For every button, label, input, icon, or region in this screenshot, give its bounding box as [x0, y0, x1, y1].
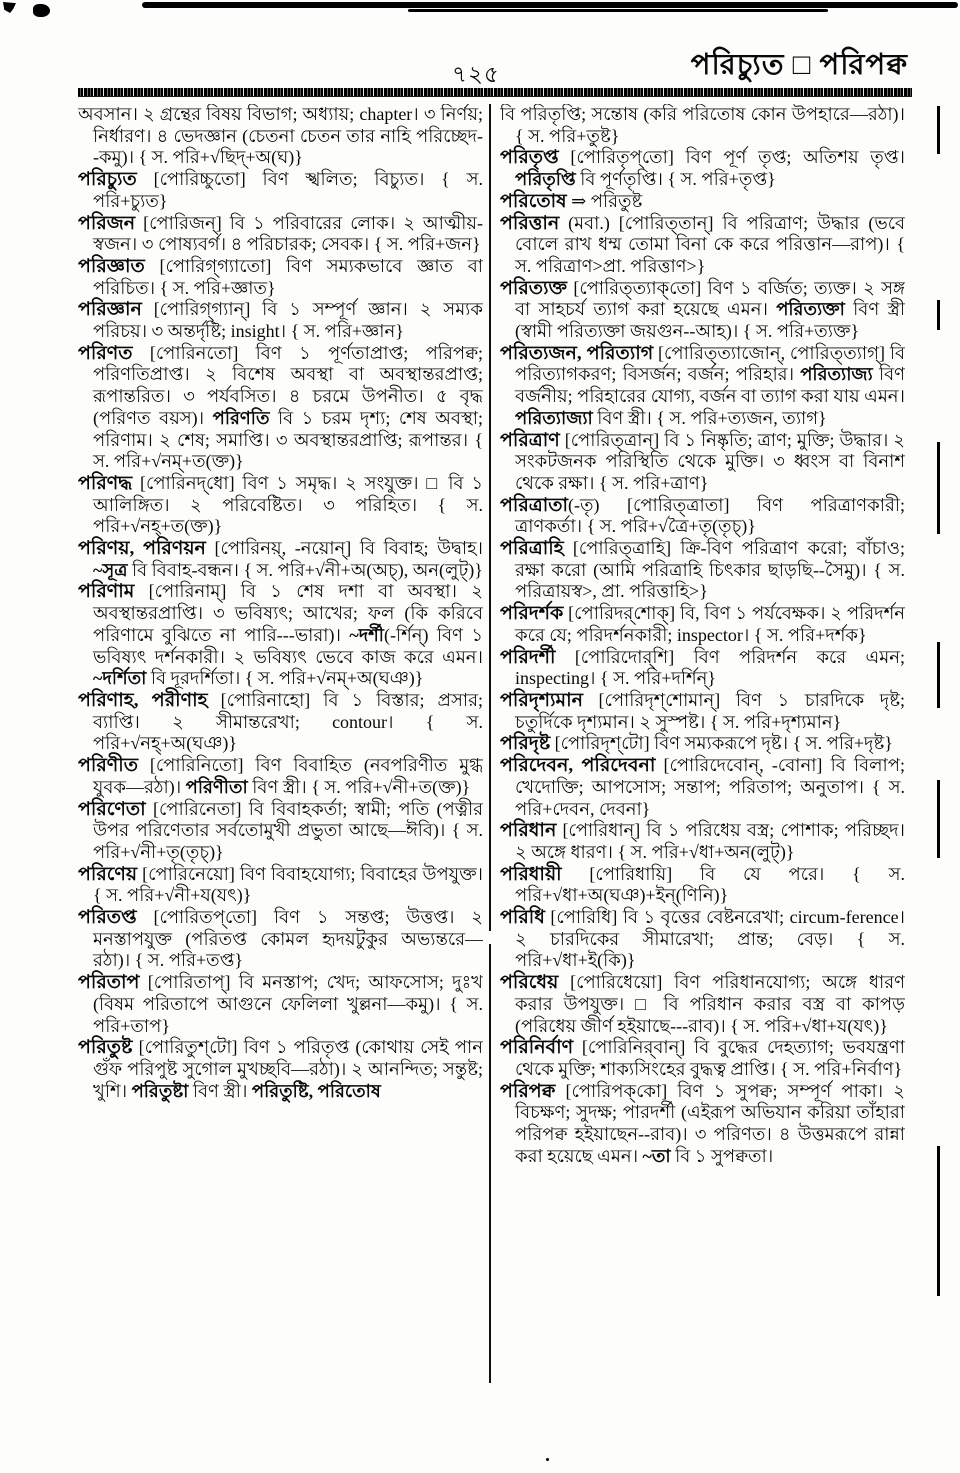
dictionary-entry	[78, 972, 483, 1037]
entry-text: [পোরিনতো] বিণ ১ পূর্ণতাপ্রাপ্ত; পরিপক্ব; পরিণতিপ্রাপ্ত। ২ বিশেষ অবস্থা বা অবস্থান্তরপ্রাপ্ত; রূপান্তরিত। ৩ পর্যবসিত। ৪ চরমে উপনীত। ৫ বৃদ্ধ (পরিণত বয়স)।	[93, 342, 483, 428]
headword: পরিতুষ্ট	[78, 1037, 133, 1059]
entry-text: [পোরিনিতো] বিণ বিবাহিত (নবপরিণীত মুগ্ধ যুবক—রঠা)।	[93, 755, 483, 797]
entry-subheadword: ~দর্শী	[349, 624, 384, 645]
dictionary-entry	[500, 538, 905, 603]
scan-ink-blob	[33, 4, 50, 17]
entry-text: [পোরিনয়্, -নয়োন্] বি বিবাহ; উদ্বাহ।	[205, 538, 483, 559]
dictionary-entry	[78, 1037, 483, 1102]
dictionary-entry	[78, 581, 483, 690]
dictionary-entry	[78, 213, 483, 256]
entry-text: বিণ স্ত্রী (স্বামী পরিত্যক্তা জয়গুন--আহ)। { স. পরি+ত্যক্ত}	[515, 299, 905, 342]
scan-edge-dash	[937, 1146, 940, 1296]
entry-text: [পোরিদেবোন্, -বোনা] বি বিলাপ; খেদোক্তি; আপসোস; সন্তাপ; পরিতাপ; অনুতাপ। { স. পরি+দেবন, দেবনা}	[515, 755, 905, 819]
dictionary-entry	[500, 733, 905, 755]
entry-text: বিণ স্ত্রী। { স. পরি+ত্যজন, ত্যাগ}	[592, 407, 827, 428]
headword: পরিণত	[78, 342, 133, 364]
dictionary-entry	[78, 538, 483, 581]
headword: পরিধায়ী	[500, 863, 562, 885]
dictionary-entry	[500, 147, 905, 190]
entry-subheadword: পরিণতি	[212, 407, 270, 428]
entry-text: [পোরিতপ্‌তো] বিণ ১ সন্তপ্ত; উত্তপ্ত। ২ মনস্তাপযুক্ত (পরিতপ্ত কোমল হৃদয়টুকুর অভ্যন্তরে—রঠা)। { স. পরি+তপ্ত}	[93, 907, 483, 971]
dictionary-entry	[500, 278, 905, 343]
dictionary-entry	[500, 430, 905, 495]
guide-words: পরিচ্যুত □ পরিপক্ব	[690, 49, 908, 81]
entry-subheadword: পরিত্যক্তা	[776, 299, 845, 320]
headword: পরিত্রাণ	[500, 429, 560, 451]
dictionary-entry	[500, 343, 905, 430]
headword: পরিণাম	[78, 581, 135, 603]
entry-text: [পোরিপক্‌কো] বিণ ১ সুপক্ব; সম্পূর্ণ পাকা। ২ বিচক্ষণ; সুদক্ষ; পারদর্শী (এইরূপ অভিযান করিয়া তাঁহারা পরিপক্ব হইয়াছেন--রাব)। ৩ পরিণত। ৪ উত্তমরূপে রান্না করা হয়েছে এমন।	[515, 1080, 905, 1166]
headword: পরিজ্ঞাত	[78, 255, 145, 277]
entry-text: [পোরিদৃশ্‌শোমান্] বিণ ১ চারদিকে দৃষ্ট; চতুর্দিকে দৃশ্যমান। ২ সুস্পষ্ট। { স. পরি+দৃশ্যমান}	[515, 689, 905, 732]
dictionary-entry	[500, 647, 905, 690]
headword: পরিণাহ, পরীণাহ	[78, 689, 208, 711]
entry-text: বি পরিতৃপ্তি; সন্তোষ (করি পরিতোষ কোন উপহারে—রঠা)। { স. পরি+তুষ্ট}	[500, 104, 905, 146]
entry-text: বিণ বর্জনীয়; পরিহারের যোগ্য, বর্জন বা ত্যাগ করা যায় এমন।	[515, 364, 905, 407]
entry-subheadword: ~দর্শিতা	[93, 668, 147, 689]
headword: পরিদৃষ্ট	[500, 733, 551, 755]
entry-text: বি পূর্ণতৃপ্তি। { স. পরি+তৃপ্ত}	[575, 169, 776, 190]
headword: পরিত্রাতা	[500, 494, 569, 516]
dictionary-entry	[78, 755, 483, 798]
entry-text: [পোরিনাম্] বি ১ শেষ দশা বা অবস্থা। ২ অবস্থান্তরপ্রাপ্তি। ৩ ভবিষ্যৎ; আখের; ফল (কি করিবে পরিণামে বুঝিতে না পারি---ভারা)।	[93, 581, 483, 645]
entry-text: [পোরিনেতা] বি বিবাহকর্তা; স্বামী; পতি (পত্নীর উপর পরিণেতার সর্বতোমুখী প্রভুতা আছে—ঈবি)। { স. পরি+√নী+তৃ(তৃচ্)}	[93, 798, 483, 862]
column-divider-rule	[489, 104, 491, 1396]
headword: পরিত্রাহি	[500, 538, 564, 560]
entry-text: বি ১ চরম দৃশ্য; শেষ অবস্থা; পরিণাম। ২ শেষ; সমাপ্তি। ৩ অবস্থান্তরপ্রাপ্তি; রূপান্তর। { স. পরি+√নম্+ত(ক্ত)}	[93, 407, 483, 472]
entry-text: [পোরিনাহো] বি ১ বিস্তার; প্রসার; ব্যাপ্তি। ২ সীমান্তরেখা; contour। { স. পরি+√নহ্+অ(ঘঞ)}	[93, 689, 483, 754]
headword: পরিনির্বাণ	[500, 1037, 574, 1059]
entry-subheadword: পরিতুষ্টা	[131, 1080, 189, 1101]
entry-text: [পোরিজন্] বি ১ পরিবারের লোক। ২ আত্মীয়-স্বজন। ৩ পোষ্যবর্গ। ৪ পরিচারক; সেবক। { স. পরি+জন}	[93, 212, 483, 255]
entry-text: (-তৃ) [পোরিত্‌ত্রাতা] বিণ পরিত্রাণকারী; ত্রাণকর্তা। { স. পরি+√ত্রৈ+তৃ(তৃচ্)}	[515, 494, 905, 537]
dictionary-entry	[78, 907, 483, 972]
scan-top-edge-streak	[408, 9, 828, 12]
entry-text: [পোরিতুশ্‌টো] বিণ ১ পরিতৃপ্ত (কোথায় সেই পান গুঁফ পরিপুষ্ট সুগোল মুখচ্ছবি—রঠা)। ২ আনন্দিত; সন্তুষ্ট; খুশি।	[93, 1037, 483, 1101]
entry-text: [পোরিনেয়ো] বিণ বিবাহযোগ্য; বিবাহের উপযুক্ত। { স. পরি+√নী+য(যৎ)}	[93, 863, 483, 906]
entry-text: বি ১ সুপক্বতা।	[670, 1145, 774, 1166]
headword: পরিদেবন, পরিদেবনা	[500, 755, 656, 777]
entry-text: [পোরিনদ্‌ধো] বিণ ১ সমৃদ্ধ। ২ সংযুক্ত। □ বি ১ আলিঙ্গিত। ২ পরিবেষ্টিত। ৩ পরিহিত। { স. পরি+√নহ্+ত(ক্ত)}	[93, 472, 483, 537]
scan-ink-blob	[3, 2, 16, 13]
dictionary-entry	[500, 191, 905, 213]
entry-text: বিণ স্ত্রী।	[188, 1080, 252, 1101]
dictionary-entry	[500, 690, 905, 733]
scan-edge-dash	[937, 300, 940, 330]
dictionary-entry	[78, 473, 483, 538]
dictionary-entry	[500, 972, 905, 1037]
headword: পরিণয়, পরিণয়ন	[78, 538, 206, 560]
entry-text: [পোরিধেয়ো] বিণ পরিধানযোগ্য; অঙ্গে ধারণ করার উপযুক্ত। □ বি পরিধান করার বস্ত্র বা কাপড় (পরিধেয় জীর্ণ হইয়াছে---রাব)। { স. পরি+√ধা+য(যৎ)}	[515, 972, 905, 1036]
dictionary-entry	[78, 343, 483, 473]
entry-subheadword: পরিতৃপ্তি	[515, 169, 576, 190]
entry-text: [পোরিধি] বি ১ বৃত্তের বেষ্টনরেখা; circum-ference। ২ চারদিকের সীমারেখা; প্রান্ত; বেড়। { স. পরি+√ধা+ই(কি)}	[515, 907, 905, 971]
headword: পরিপক্ব	[500, 1080, 556, 1102]
entry-text: [পোরিত্‌ত্যাজোন্, পোরিত্‌ত্যাগ্] বি পরিত্যাগকরণ; বিসর্জন; বর্জন; পরিহার।	[515, 342, 905, 385]
dictionary-entry	[78, 864, 483, 907]
entry-text: [পোরিত্‌ত্যাক্‌তো] বিণ ১ বর্জিত; ত্যক্ত। ২ সঙ্গ বা সাহচর্য ত্যাগ করা হয়েছে এমন।	[515, 277, 905, 320]
entry-text: অবসান। ২ গ্রন্থের বিষয় বিভাগ; অধ্যায়; chapter। ৩ নির্ণয়; নির্ধারণ। ৪ ভেদজ্ঞান (চেতনা চেতন তার নাহি পরিচ্ছেদ--কমু)। { স. পরি+√ছিদ্+অ(ঘ)}	[78, 104, 483, 168]
dictionary-entry	[78, 104, 483, 169]
entry-text: [পোরিতাপ্] বি মনস্তাপ; খেদ; আফসোস; দুঃখ (বিষম পরিতাপে আগুনে ফেলিলা খুল্লনা—কমু)। { স. পরি+তাপ}	[93, 972, 483, 1036]
dictionary-entry	[500, 495, 905, 538]
headword: পরিধেয়	[500, 972, 559, 994]
dictionary-entry	[78, 256, 483, 299]
headword: পরিণেতা	[78, 798, 146, 820]
headword: পরিণদ্ধ	[78, 472, 133, 494]
scan-edge-dash	[937, 780, 940, 858]
entry-text: [পোরিগ্‌গ্যাতো] বিণ সম্যকভাবে জ্ঞাত বা পরিচিত। { স. পরি+জ্ঞাত}	[93, 255, 483, 298]
entry-text: [পোরিদোর্‌শি] বিণ পরিদর্শন করে এমন; inspecting। { স. পরি+দর্শিন্}	[515, 646, 905, 689]
headword: পরিধান	[500, 820, 557, 842]
headword: পরিজ্ঞান	[78, 299, 142, 321]
header-rule	[78, 88, 912, 97]
entry-text: [পোরিধায়ি] বি যে পরে। { স. পরি+√ধা+অ(ঘঞ)+ইন্(ণিনি)}	[515, 863, 905, 906]
headword: পরিত্যজন, পরিত্যাগ	[500, 342, 654, 364]
dictionary-entry	[500, 864, 905, 907]
entry-subheadword: পরিত্যাজ্য	[800, 364, 873, 385]
entry-text: [পোরিধান্] বি ১ পরিধেয় বস্ত্র; পোশাক; পরিচ্ছদ। ২ অঙ্গে ধারণ। { স. পরি+√ধা+অন(লুট্)}	[515, 820, 905, 862]
right-column	[500, 104, 905, 1406]
headword: পরিতোষ	[500, 190, 567, 212]
dictionary-entry	[78, 799, 483, 864]
scan-edge-dash	[937, 106, 940, 154]
headword: পরিণেয়	[78, 863, 138, 885]
entry-text: [পোরিগ্‌গ্যান্] বি ১ সম্পূর্ণ জ্ঞান। ২ সম্যক পরিচয়। ৩ অন্তর্দৃষ্টি; insight। { স. পরি+জ্ঞান}	[93, 299, 483, 342]
headword: পরিজন	[78, 212, 136, 234]
entry-subheadword: পরিণীতা	[185, 776, 248, 797]
dictionary-entry	[78, 169, 483, 212]
entry-subheadword: ~তা	[642, 1145, 671, 1166]
scan-edge-dash	[937, 442, 940, 534]
entry-text: বি দূরদর্শিতা। { স. পরি+√নম্+অ(ঘঞ)}	[146, 668, 424, 689]
entry-text: [পোরিদর্‌শোক্] বি, বিণ ১ পর্যবেক্ষক। ২ পরিদর্শন করে যে; পরিদর্শনকারী; inspector। { স. পরি+দর্শক}	[515, 603, 905, 645]
dictionary-entry	[500, 1037, 905, 1080]
headword: পরিতাপ	[78, 972, 140, 994]
entry-text: বিণ স্ত্রী। { স. পরি+√নী+ত(ক্ত)}	[247, 776, 471, 797]
headword: পরিতৃপ্ত	[500, 147, 559, 169]
entry-text: [পোরিনির্‌বান্] বি বুদ্ধের দেহত্যাগ; ভবযন্ত্রণা থেকে মুক্তি; শাক্যসিংহের বুদ্ধত্ব প্রাপ্তি। { স. পরি+নির্বাণ}	[515, 1037, 905, 1079]
headword: পরিদৃশ্যমান	[500, 689, 583, 711]
dictionary-entry	[500, 213, 905, 278]
entry-text: (মবা.) [পোরিত্‌তান্] বি পরিত্রাণ; উদ্ধার (ভবে বোলে রাখ ধম্ম তোমা বিনা কে করে পরিত্তান—রাপ)। { স. পরিত্রাণ>প্রা. পরিত্তাণ>}	[515, 212, 905, 276]
headword: পরিদর্শী	[500, 646, 556, 668]
entry-text: [পোরিদৃশ্‌টো] বিণ সম্যকরূপে দৃষ্ট। { স. পরি+দৃষ্ট}	[550, 733, 893, 754]
dictionary-entry	[500, 104, 905, 147]
entry-subheadword: ~সূত্র	[93, 559, 128, 580]
entry-text: [পোরিতৃপ্‌তো] বিণ পূর্ণ তৃপ্ত; অতিশয় তৃপ্ত।	[558, 147, 905, 168]
dictionary-entry	[500, 907, 905, 972]
left-column	[78, 104, 483, 1406]
headword: পরিদর্শক	[500, 603, 564, 625]
headword: পরিধি	[500, 907, 545, 929]
scan-edge-dash	[937, 642, 940, 708]
dictionary-entry	[500, 755, 905, 820]
entry-text: বি বিবাহ-বন্ধন। { স. পরি+√নী+অ(অচ্), অন(লুট্)}	[127, 559, 483, 580]
headword: পরিতপ্ত	[78, 907, 137, 929]
headword: পরিচ্যুত	[78, 169, 137, 191]
scan-top-edge-streak	[142, 2, 958, 8]
headword: পরিত্যক্ত	[500, 277, 568, 299]
entry-text: (-র্শিন্) বিণ ১ ভবিষ্যৎ দর্শনকারী। ২ ভবিষ্যৎ ভেবে কাজ করে এমন।	[93, 624, 483, 667]
entry-text: ⇒ পরিতুষ্ট	[566, 190, 643, 211]
headword: পরিত্তান	[500, 212, 560, 234]
headword: পরিণীত	[78, 755, 138, 777]
page-number: ৭২৫	[452, 62, 500, 87]
dictionary-entry	[500, 603, 905, 646]
entry-subheadword: পরিত্যাজ্যা	[515, 407, 593, 428]
dictionary-entry	[500, 820, 905, 863]
entry-text: [পোরিচ্চুতো] বিণ স্খলিত; বিচ্যুত। { স. পরি+চ্যুত}	[93, 169, 483, 211]
dictionary-entry	[78, 690, 483, 755]
dictionary-entry	[78, 299, 483, 342]
entry-text: [পোরিত্‌ত্রান্] বি ১ নিষ্কৃতি; ত্রাণ; মুক্তি; উদ্ধার। ২ সংকটজনক পরিস্থিতি থেকে মুক্তি। ৩ ধ্বংস বা বিনাশ থেকে রক্ষা। { স. পরি+ত্রাণ}	[515, 429, 905, 493]
entry-subheadword: পরিতুষ্টি, পরিতোষ	[251, 1080, 381, 1101]
entry-text: [পোরিত্‌ত্রাহি] ক্রি-বিণ পরিত্রাণ করো; বাঁচাও; রক্ষা করো (আমি পরিত্রাহি চিৎকার ছাড়ছি--সৈমু)। { স. পরিত্রায়স্ব>, প্রা. পরিত্তাহি>}	[515, 538, 905, 602]
scan-speck	[546, 1458, 549, 1461]
dictionary-columns	[78, 104, 914, 1414]
dictionary-entry	[500, 1081, 905, 1168]
